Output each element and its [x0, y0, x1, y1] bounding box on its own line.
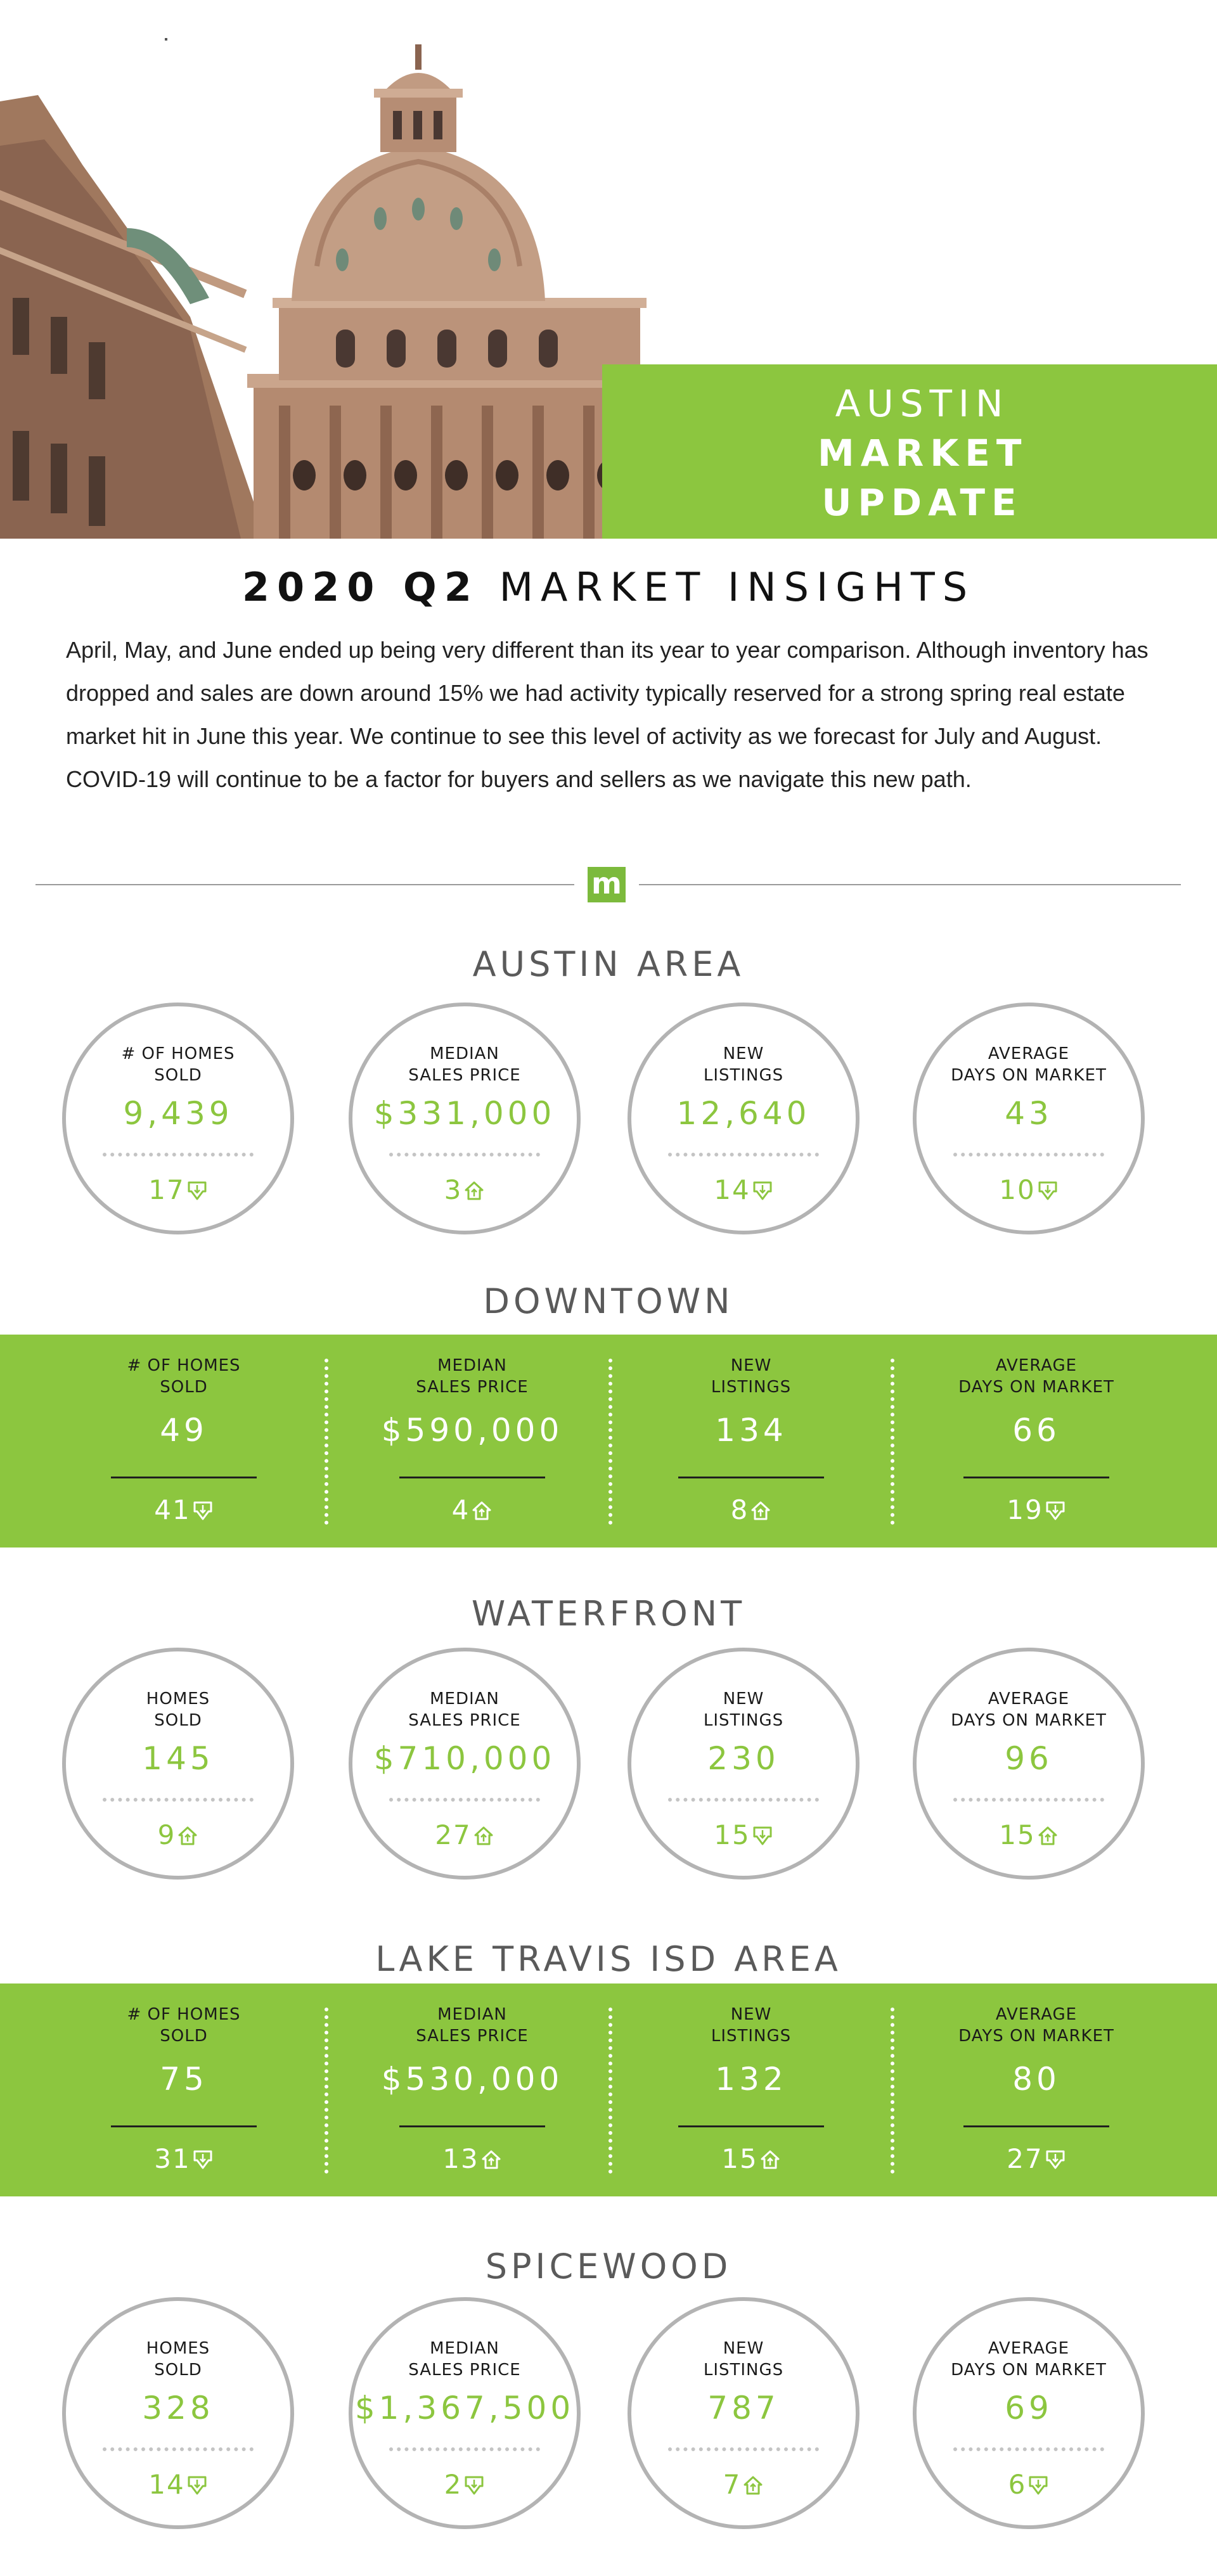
- stat-change: [917, 2469, 1141, 2500]
- solid-divider: [111, 2125, 257, 2127]
- stat-value: 132: [715, 2061, 787, 2098]
- house-down-icon: [752, 1180, 773, 1201]
- stat-change-value: 7: [723, 2469, 742, 2500]
- stat-label: [352, 1043, 577, 1086]
- stat-label-line2: LISTINGS: [711, 2027, 792, 2046]
- house-down-icon: [192, 1500, 214, 1522]
- stat-circle: [349, 1648, 581, 1880]
- stat-label-line1: AVERAGE: [995, 1356, 1078, 1375]
- stat-change: [38, 1494, 330, 1525]
- dotted-divider: [389, 1153, 540, 1157]
- insights-title-light: MARKET INSIGHTS: [499, 564, 976, 610]
- stat-column: [605, 1983, 897, 2196]
- stat-change: [631, 2469, 856, 2500]
- dotted-divider: [953, 1798, 1104, 1802]
- stat-value: $331,000: [373, 1095, 556, 1132]
- stat-label-line2: DAYS ON MARKET: [951, 2361, 1107, 2380]
- stat-label-line1: AVERAGE: [995, 2005, 1078, 2024]
- stat-label-line2: SOLD: [160, 1378, 208, 1397]
- stat-value: $530,000: [381, 2061, 563, 2098]
- column-separator: [325, 1359, 328, 1525]
- stat-label-line1: MEDIAN: [430, 1689, 499, 1708]
- divider-left: [35, 884, 574, 885]
- stat-circle: [913, 1003, 1145, 1234]
- house-up-icon: [463, 1180, 485, 1201]
- stat-label-line2: SOLD: [154, 1066, 202, 1085]
- stat-column: [38, 1335, 330, 1548]
- stat-change-value: 14: [148, 2469, 185, 2500]
- stat-label-line2: SALES PRICE: [408, 1711, 521, 1730]
- column-separator: [891, 2008, 894, 2174]
- house-up-icon: [177, 1825, 198, 1847]
- stat-change: [66, 1174, 290, 1205]
- stat-label-line2: LISTINGS: [703, 1066, 784, 1085]
- stat-value: $590,000: [381, 1412, 563, 1449]
- banner-line-austin: AUSTIN: [835, 382, 1010, 425]
- insights-title: [0, 564, 1217, 610]
- stat-change: [917, 1174, 1141, 1205]
- stat-change: [605, 2143, 897, 2174]
- stat-change: [38, 2143, 330, 2174]
- stat-label-line1: NEW: [730, 1356, 772, 1375]
- stat-label: [352, 1688, 577, 1731]
- solid-divider: [678, 2125, 824, 2127]
- stat-value: 66: [1012, 1412, 1060, 1449]
- stat-change-value: 41: [154, 1494, 191, 1525]
- stat-label: [917, 2338, 1141, 2381]
- stat-change: [352, 2469, 577, 2500]
- section-title: AUSTIN AREA: [472, 944, 745, 984]
- stat-change: [66, 2469, 290, 2500]
- stat-label-line2: DAYS ON MARKET: [958, 2027, 1114, 2046]
- dotted-divider: [668, 2447, 819, 2451]
- insights-title-bold: 2020 Q2: [241, 564, 479, 610]
- stat-label-line1: HOMES: [146, 1689, 210, 1708]
- dotted-divider: [389, 1798, 540, 1802]
- section-title: WATERFRONT: [471, 1594, 746, 1634]
- stat-label-line2: DAYS ON MARKET: [951, 1711, 1107, 1730]
- stat-value: 230: [707, 1740, 780, 1777]
- stat-label-line1: MEDIAN: [430, 2339, 499, 2358]
- stat-label-line2: SALES PRICE: [408, 2361, 521, 2380]
- stat-label: [38, 1355, 330, 1398]
- stat-column: [326, 1983, 618, 2196]
- stat-change: [891, 2143, 1182, 2174]
- stat-change: [631, 1819, 856, 1850]
- stat-change: [352, 1819, 577, 1850]
- stat-label: [326, 1355, 618, 1398]
- solid-divider: [399, 2125, 545, 2127]
- stat-value: 134: [715, 1412, 787, 1449]
- stat-label-line1: AVERAGE: [988, 2339, 1070, 2358]
- stat-column: [891, 1335, 1182, 1548]
- stat-value: 96: [1005, 1740, 1053, 1777]
- stat-label-line1: HOMES: [146, 2339, 210, 2358]
- stat-circle: [62, 1003, 294, 1234]
- house-down-icon: [186, 2475, 208, 2496]
- stat-change-value: 2: [444, 2469, 463, 2500]
- dotted-divider: [668, 1153, 819, 1157]
- stat-label: [66, 2338, 290, 2381]
- stat-label-line1: NEW: [723, 1689, 764, 1708]
- stat-label-line2: SALES PRICE: [408, 1066, 521, 1085]
- stat-change-value: 31: [154, 2143, 191, 2174]
- stat-change: [326, 1494, 618, 1525]
- section-title: DOWNTOWN: [483, 1281, 734, 1321]
- stat-change: [891, 1494, 1182, 1525]
- stat-change-value: 15: [714, 1819, 750, 1850]
- house-up-icon: [750, 1500, 771, 1522]
- stat-value: 9,439: [123, 1095, 233, 1132]
- dotted-divider: [953, 2447, 1104, 2451]
- house-down-icon: [1045, 1500, 1066, 1522]
- stat-label: [605, 1355, 897, 1398]
- stat-label: [66, 1688, 290, 1731]
- stat-label: [891, 2004, 1182, 2047]
- section-title: SPICEWOOD: [485, 2246, 732, 2286]
- banner-title: [818, 379, 1027, 527]
- column-separator: [891, 1359, 894, 1525]
- dotted-divider: [103, 2447, 254, 2451]
- stat-label: [917, 1688, 1141, 1731]
- stat-label-line1: # OF HOMES: [127, 1356, 241, 1375]
- stat-change-value: 27: [1007, 2143, 1043, 2174]
- stat-value: 145: [142, 1740, 214, 1777]
- stat-label-line2: SOLD: [154, 2361, 202, 2380]
- stat-label-line1: # OF HOMES: [121, 1044, 235, 1063]
- divider-right: [639, 884, 1181, 885]
- stat-label: [917, 1043, 1141, 1086]
- stat-label-line1: NEW: [723, 2339, 764, 2358]
- stats-band: [0, 1335, 1217, 1548]
- stat-value: 49: [160, 1412, 208, 1449]
- stat-circle: [628, 1648, 860, 1880]
- dotted-divider: [389, 2447, 540, 2451]
- stat-change-value: 15: [721, 2143, 758, 2174]
- section-title: LAKE TRAVIS ISD AREA: [375, 1939, 842, 1979]
- house-up-icon: [742, 2475, 764, 2496]
- stat-change-value: 27: [435, 1819, 472, 1850]
- house-up-icon: [480, 2149, 502, 2170]
- house-down-icon: [1045, 2149, 1066, 2170]
- house-down-icon: [463, 2475, 485, 2496]
- stat-label-line2: LISTINGS: [711, 1378, 792, 1397]
- stat-label-line2: LISTINGS: [703, 2361, 784, 2380]
- stat-circle: [349, 1003, 581, 1234]
- stat-label-line1: MEDIAN: [430, 1044, 499, 1063]
- stat-label-line2: LISTINGS: [703, 1711, 784, 1730]
- stat-change: [917, 1819, 1141, 1850]
- stat-value: 69: [1005, 2390, 1053, 2426]
- stat-change-value: 17: [148, 1174, 185, 1205]
- stat-value: $1,367,500: [354, 2390, 575, 2426]
- stat-label-line1: MEDIAN: [437, 2005, 507, 2024]
- stats-band: [0, 1983, 1217, 2196]
- stat-label-line1: AVERAGE: [988, 1044, 1070, 1063]
- house-down-icon: [1027, 2475, 1049, 2496]
- column-separator: [608, 1359, 612, 1525]
- stat-change-value: 4: [451, 1494, 470, 1525]
- stat-column: [326, 1335, 618, 1548]
- stat-label: [605, 2004, 897, 2047]
- stat-label-line1: AVERAGE: [988, 1689, 1070, 1708]
- solid-divider: [678, 1477, 824, 1478]
- stat-label-line1: NEW: [730, 2005, 772, 2024]
- stat-circle: [62, 2297, 294, 2529]
- stat-column: [891, 1983, 1182, 2196]
- stat-label-line2: SOLD: [160, 2027, 208, 2046]
- intro-paragraph: April, May, and June ended up being very different than its year to year comparison. Although inventory has dropped and sales are down around 15% we had activity typically reserved for a strong spring real estate market hit in June this year. We continue to see this level of activity as we forecast for July and August. COVID-19 will continue to be a factor for buyers and sellers as we navigate this new path.: [66, 637, 1149, 792]
- stat-label-line2: DAYS ON MARKET: [951, 1066, 1107, 1085]
- house-up-icon: [473, 1825, 494, 1847]
- stat-value: 43: [1005, 1095, 1053, 1132]
- stat-value: 12,640: [676, 1095, 811, 1132]
- solid-divider: [963, 1477, 1109, 1478]
- stat-value: 787: [707, 2390, 780, 2426]
- dotted-divider: [103, 1798, 254, 1802]
- stat-change: [352, 1174, 577, 1205]
- stat-label: [352, 2338, 577, 2381]
- stat-change-value: 15: [999, 1819, 1036, 1850]
- dotted-divider: [103, 1153, 254, 1157]
- stat-change-value: 13: [442, 2143, 479, 2174]
- stat-label-line1: # OF HOMES: [127, 2005, 241, 2024]
- solid-divider: [399, 1477, 545, 1478]
- stat-label: [326, 2004, 618, 2047]
- column-separator: [608, 2008, 612, 2174]
- stat-label-line2: SALES PRICE: [416, 1378, 529, 1397]
- stat-circle: [349, 2297, 581, 2529]
- stat-label-line2: DAYS ON MARKET: [958, 1378, 1114, 1397]
- stat-change-value: 6: [1008, 2469, 1027, 2500]
- stat-label-line2: SALES PRICE: [416, 2027, 529, 2046]
- stat-label: [631, 1043, 856, 1086]
- stat-value: 328: [142, 2390, 214, 2426]
- stat-change-value: 14: [714, 1174, 750, 1205]
- stat-value: 80: [1012, 2061, 1060, 2098]
- house-up-icon: [1037, 1825, 1059, 1847]
- solid-divider: [111, 1477, 257, 1478]
- stat-label-line1: NEW: [723, 1044, 764, 1063]
- solid-divider: [963, 2125, 1109, 2127]
- house-up-icon: [471, 1500, 493, 1522]
- stat-change: [326, 2143, 618, 2174]
- house-down-icon: [186, 1180, 208, 1201]
- house-down-icon: [752, 1825, 773, 1847]
- stat-change: [605, 1494, 897, 1525]
- stat-label-line1: MEDIAN: [437, 1356, 507, 1375]
- house-down-icon: [192, 2149, 214, 2170]
- stat-change: [631, 1174, 856, 1205]
- stat-label: [38, 2004, 330, 2047]
- stat-change: [66, 1819, 290, 1850]
- stat-label: [66, 1043, 290, 1086]
- hero: [0, 0, 1217, 539]
- stat-circle: [628, 2297, 860, 2529]
- stat-value: $710,000: [373, 1740, 556, 1777]
- stat-circle: [913, 1648, 1145, 1880]
- banner-line-update: UPDATE: [821, 481, 1023, 524]
- stat-column: [605, 1335, 897, 1548]
- house-up-icon: [759, 2149, 781, 2170]
- stat-circle: [628, 1003, 860, 1234]
- dotted-divider: [953, 1153, 1104, 1157]
- stat-label: [891, 1355, 1182, 1398]
- stat-change-value: 9: [157, 1819, 176, 1850]
- stat-column: [38, 1983, 330, 2196]
- stat-circle: [62, 1648, 294, 1880]
- stat-label-line2: SOLD: [154, 1711, 202, 1730]
- stat-value: 75: [160, 2061, 208, 2098]
- stat-change-value: 19: [1007, 1494, 1043, 1525]
- stat-circle: [913, 2297, 1145, 2529]
- stat-change-value: 3: [444, 1174, 463, 1205]
- stat-change-value: 10: [999, 1174, 1036, 1205]
- house-down-icon: [1037, 1180, 1059, 1201]
- stat-label: [631, 1688, 856, 1731]
- column-separator: [325, 2008, 328, 2174]
- stat-change-value: 8: [730, 1494, 749, 1525]
- banner-line-market: MARKET: [818, 432, 1028, 475]
- dotted-divider: [668, 1798, 819, 1802]
- brand-logo: m: [588, 867, 626, 902]
- stat-label: [631, 2338, 856, 2381]
